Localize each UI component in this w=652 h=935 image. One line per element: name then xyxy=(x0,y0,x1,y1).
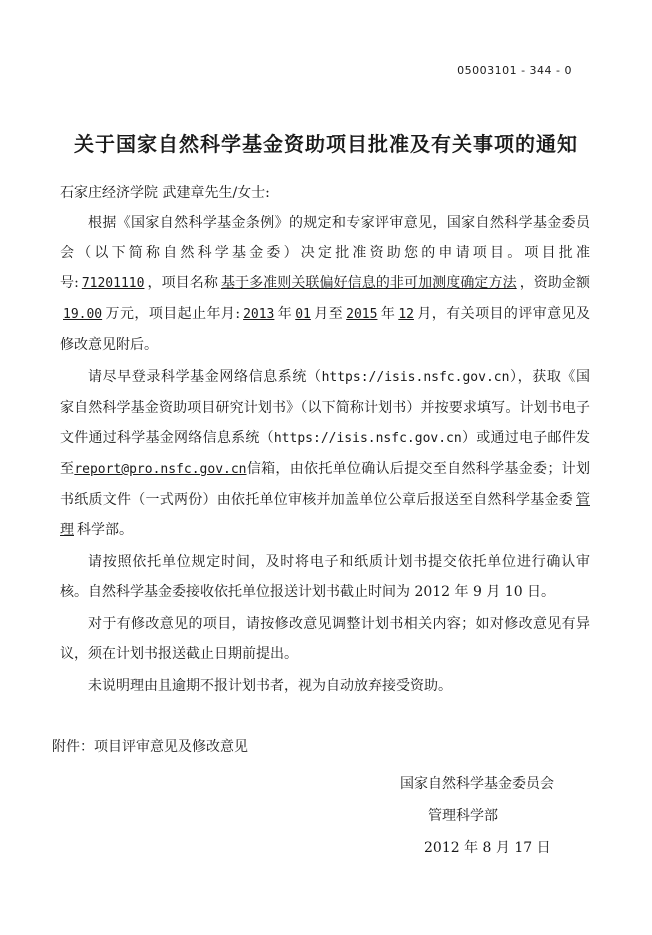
revision-paragraph: 对于有修改意见的项目，请按修改意见调整计划书相关内容；如对修改意见有异议，须在计划书报送截止日期前提出。 xyxy=(60,616,590,662)
para1-text-3: ，资助金额 xyxy=(519,275,591,291)
signature-block xyxy=(400,768,554,864)
para2-text-1: 请尽早登录科学基金网络信息系统（ xyxy=(88,369,322,385)
signature-date: 2012 年 8 月 17 日 xyxy=(424,840,551,856)
para1-text-7: 年 xyxy=(380,306,396,322)
para2-text-4: 信箱，由依托单位确认后提交至自然科学基金委；计划书纸质文件（一式两份）由依托单位审核并加盖单位公章后报送至自然科学基金委 xyxy=(60,461,590,508)
project-name: 基于多准则关联偏好信息的非可加测度确定方法 xyxy=(220,275,517,291)
waiver-paragraph: 未说明理由且逾期不报计划书者，视为自动放弃接受资助。 xyxy=(88,678,452,694)
para1-text-1: 根据《国家自然科学基金条例》的规定和专家评审意见，国家自然科学基金委员会（以下简称自然科学基金委）决定批准资助您的申请项目。项目批准号: xyxy=(60,215,590,291)
approval-paragraph xyxy=(60,208,590,360)
deadline-paragraph: 请按照依托单位规定时间，及时将电子和纸质计划书提交依托单位进行确认审核。自然科学基金委接收依托单位报送计划书截止时间为 2012 年 9 月 10 日。 xyxy=(60,554,590,600)
para1-text-2: ，项目名称 xyxy=(147,275,218,291)
document-number: 05003101 - 344 - 0 xyxy=(457,64,572,77)
system-url-link-2[interactable]: https://isis.nsfc.gov.cn xyxy=(273,431,462,446)
submission-paragraph xyxy=(60,362,590,545)
system-url-link[interactable]: https://isis.nsfc.gov.cn xyxy=(321,370,510,385)
start-month: 01 xyxy=(295,307,311,322)
notice-body xyxy=(60,178,590,701)
funding-amount: 19.00 xyxy=(63,307,103,322)
project-number: 71201110 xyxy=(81,276,145,291)
signature-org: 国家自然科学基金委员会 xyxy=(400,776,554,792)
end-month: 12 xyxy=(398,307,414,322)
department-name: 管理 xyxy=(60,492,590,538)
para1-text-4: 万元，项目起止年月: xyxy=(105,306,241,322)
attachment-note: 附件：项目评审意见及修改意见 xyxy=(52,739,248,755)
para1-text-8: 月，有关项目的评审意见及修改意见附后。 xyxy=(60,306,591,353)
para1-text-6: 月至 xyxy=(313,306,344,322)
para2-text-3: ）或通过电子邮件发至 xyxy=(60,430,591,477)
salutation: 石家庄经济学院 武建章先生/女士: xyxy=(60,185,270,201)
para1-text-5: 年 xyxy=(277,306,293,322)
report-email-link[interactable]: report@pro.nsfc.gov.cn xyxy=(74,462,247,477)
page-title: 关于国家自然科学基金资助项目批准及有关事项的通知 xyxy=(74,132,578,156)
para2-text-5: 科学部。 xyxy=(77,522,133,538)
para2-text-2: ），获取《国家自然科学基金资助项目研究计划书》（以下简称计划书）并按要求填写。计划书电子文件通过科学基金网络信息系统（ xyxy=(60,369,591,446)
end-year: 2015 xyxy=(346,307,378,322)
signature-dept: 管理科学部 xyxy=(428,808,498,824)
start-year: 2013 xyxy=(243,307,275,322)
